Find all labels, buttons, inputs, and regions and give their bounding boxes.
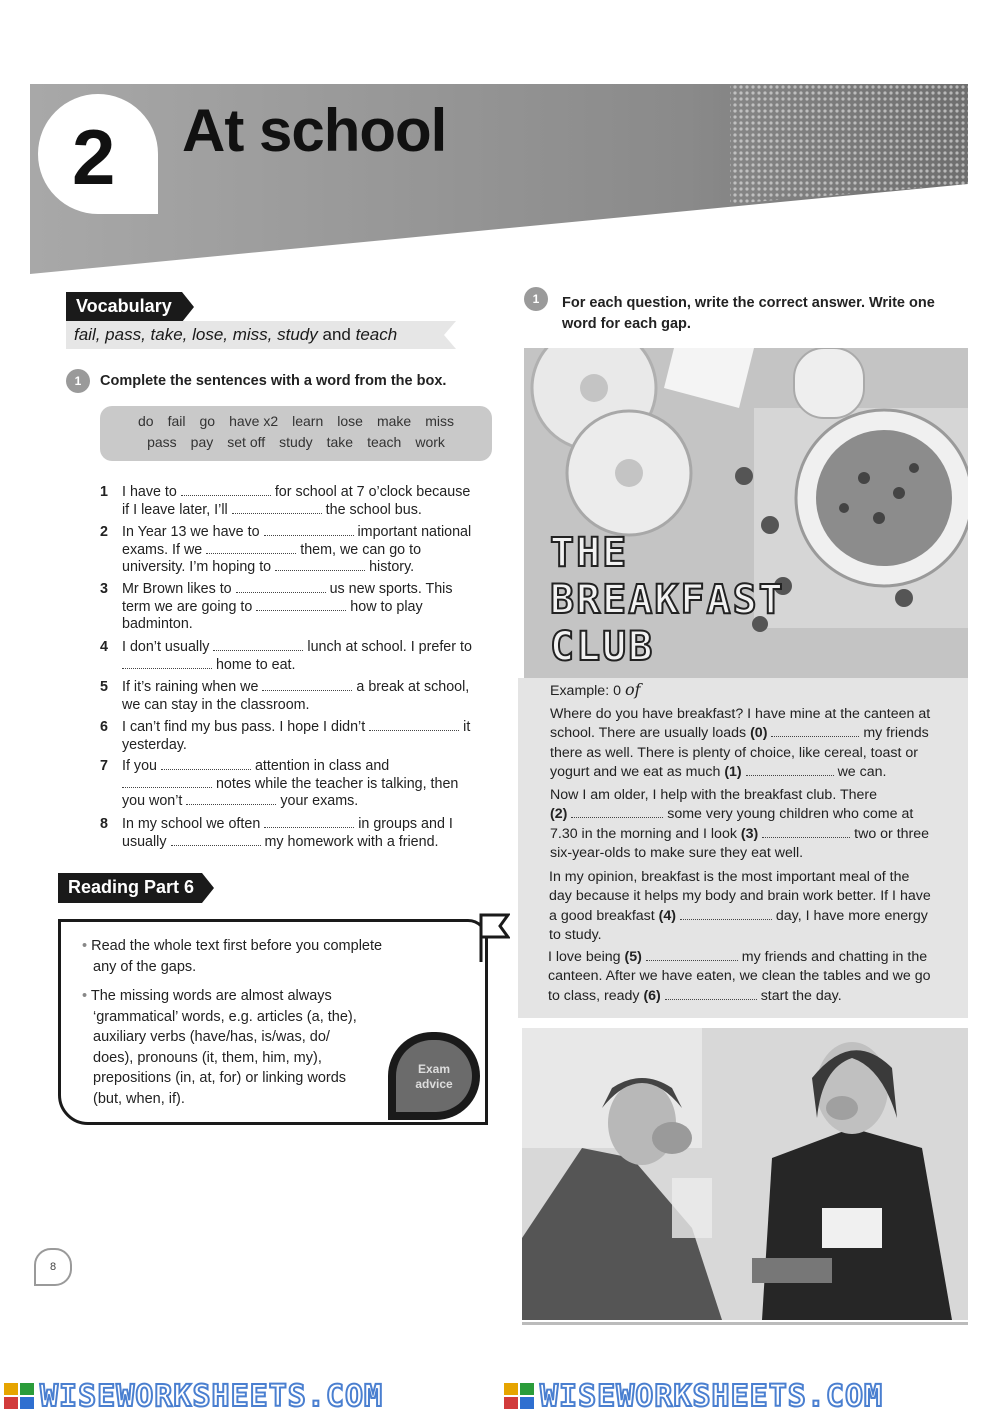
paragraph-2 xyxy=(550,786,960,864)
tip-text: auxiliary verbs (have/has, is/was, do/ xyxy=(93,1029,330,1045)
wise-logo-icon xyxy=(4,1383,36,1411)
article-title-line: BREAKFAST xyxy=(550,577,785,623)
students-eating-photo xyxy=(522,1028,968,1320)
subtitle-last: teach xyxy=(355,325,398,344)
bullet-icon: • xyxy=(82,988,88,1004)
sentence-text: attention in class and xyxy=(254,758,390,774)
sentence-text: I can’t find my bus pass. I hope I didn’t xyxy=(122,719,366,735)
tip-text: any of the gaps. xyxy=(93,958,197,975)
page-number: 8 xyxy=(34,1248,72,1286)
sentence-text: the school bus. xyxy=(325,501,422,518)
page-title: At school xyxy=(182,97,447,164)
tip-2 xyxy=(82,986,392,1109)
sentence-number: 6 xyxy=(100,719,108,735)
paragraph-text: start the day. xyxy=(760,987,842,1004)
instruction-line: For each question, write the correct answer. Write one xyxy=(562,295,935,311)
paragraph-text: a good breakfast xyxy=(549,907,655,924)
sentence-text: in groups and I xyxy=(358,816,453,832)
word-box-word: pay xyxy=(190,434,214,450)
sentence-text: us new sports. This xyxy=(329,581,453,597)
sentence-number: 1 xyxy=(100,484,108,500)
paragraph-line: Where do you have breakfast? I have mine at the canteen at xyxy=(550,706,931,722)
answer-gap[interactable] xyxy=(181,484,271,496)
word-box-word: set off xyxy=(227,434,266,450)
answer-gap[interactable] xyxy=(122,776,212,788)
paragraph-text: two or three xyxy=(854,825,930,842)
word-box-word: lose xyxy=(337,413,363,429)
word-box-word: miss xyxy=(425,413,454,429)
gap-number: (5) xyxy=(624,949,642,965)
gap-number: (4) xyxy=(658,907,676,924)
answer-gap[interactable] xyxy=(264,816,354,828)
word-box-word: study xyxy=(279,434,313,450)
sentence-text: Mr Brown likes to xyxy=(122,581,232,597)
watermark-text: WISEWORKSHEETS.COM xyxy=(540,1379,884,1414)
gap-number: (2) xyxy=(550,806,568,823)
sentence-4 xyxy=(100,639,492,674)
sentence-5 xyxy=(100,679,492,714)
word-box-word: have x2 xyxy=(229,413,279,429)
gap-number: (1) xyxy=(724,764,742,781)
exam-badge-text: Exam xyxy=(417,1062,451,1076)
sentence-6 xyxy=(100,719,492,754)
subtitle-arrow-icon xyxy=(434,321,458,349)
exam-badge-text: advice xyxy=(415,1077,453,1091)
tip-text: does), pronouns (it, them, him, my), xyxy=(93,1049,322,1066)
sentence-text: my homework with a friend. xyxy=(264,833,439,850)
paragraph-text: some very young children who come at xyxy=(667,806,914,823)
word-box-word: work xyxy=(415,434,445,450)
answer-gap[interactable] xyxy=(646,949,738,961)
sentence-number: 5 xyxy=(100,679,108,695)
paragraph-line: canteen. After we have eaten, we clean the tables and we go xyxy=(548,968,931,985)
word-box-word: fail xyxy=(167,413,186,429)
exam-advice-badge-inner xyxy=(396,1040,472,1112)
photo-border xyxy=(522,1322,968,1325)
exercise-1-instruction: Complete the sentences with a word from the box. xyxy=(100,373,447,389)
word-box-word: learn xyxy=(292,413,324,429)
sentence-3 xyxy=(100,581,492,634)
answer-gap[interactable] xyxy=(275,559,365,571)
sentence-text: yesterday. xyxy=(122,736,187,753)
sentence-text: I don’t usually xyxy=(122,639,210,655)
word-box-word: do xyxy=(138,413,154,429)
paragraph-1 xyxy=(550,705,960,783)
example-label: Example: 0 xyxy=(550,683,621,699)
sentence-number: 8 xyxy=(100,816,108,832)
paragraph-line: six-year-olds to make sure they eat well. xyxy=(550,845,804,862)
sentence-text: university. I’m hoping to xyxy=(122,559,272,575)
sentence-text: If it’s raining when we xyxy=(122,679,259,695)
sentence-text: important national xyxy=(357,524,472,540)
sentence-number: 7 xyxy=(100,758,108,774)
sentence-text: notes while the teacher is talking, then xyxy=(215,775,459,792)
answer-gap[interactable] xyxy=(369,719,459,731)
answer-gap[interactable] xyxy=(762,826,850,838)
exam-advice-badge xyxy=(388,1032,480,1120)
paragraph-text: yogurt and we eat as much xyxy=(550,764,721,781)
sentence-text: you won’t xyxy=(122,793,183,809)
sentence-8 xyxy=(100,816,492,851)
sentence-7 xyxy=(100,758,492,811)
answer-gap[interactable] xyxy=(236,581,326,593)
exercise-2-instruction xyxy=(562,293,935,335)
sentence-number: 3 xyxy=(100,581,108,597)
answer-gap[interactable] xyxy=(665,988,757,1000)
tip-text: Read the whole text first before you complete xyxy=(91,938,383,954)
paragraph-text: I love being xyxy=(548,949,621,965)
wise-logo-icon xyxy=(504,1383,536,1411)
answer-gap[interactable] xyxy=(232,502,322,514)
word-box-word: pass xyxy=(147,434,177,450)
header-background xyxy=(30,84,968,274)
exercise-1-badge: 1 xyxy=(66,369,90,393)
paragraph-line: Now I am older, I help with the breakfast club. There xyxy=(550,787,878,803)
article-title xyxy=(550,530,785,671)
answer-gap[interactable] xyxy=(186,793,276,805)
answer-gap[interactable] xyxy=(571,806,663,818)
gap-number: (0) xyxy=(750,725,768,742)
sentence-text: how to play xyxy=(350,598,423,615)
answer-gap[interactable] xyxy=(264,524,354,536)
sentence-text: usually xyxy=(122,833,167,850)
sentence-text: In my school we often xyxy=(122,816,261,832)
flag-icon xyxy=(476,912,510,964)
tip-text: prepositions (in, at, for) or linking words xyxy=(93,1070,347,1086)
word-box xyxy=(100,406,492,461)
answer-gap[interactable] xyxy=(746,764,834,776)
sentence-number: 4 xyxy=(100,639,108,655)
instruction-line: word for each gap. xyxy=(562,316,691,332)
sentence-text: lunch at school. I prefer to xyxy=(307,639,472,655)
word-box-word: go xyxy=(199,413,216,429)
sentence-number: 2 xyxy=(100,524,108,540)
sentence-2 xyxy=(100,524,492,577)
subtitle-words: fail, pass, take, lose, miss, study xyxy=(74,325,318,344)
reading-tab xyxy=(58,873,214,903)
answer-gap[interactable] xyxy=(171,834,261,846)
sentence-text: In Year 13 we have to xyxy=(122,524,260,540)
sentence-text: a break at school, xyxy=(356,679,470,695)
bullet-icon: • xyxy=(82,938,88,954)
paragraph-4 xyxy=(548,948,958,1006)
sentence-text: history. xyxy=(369,559,415,575)
gap-number: (6) xyxy=(643,987,661,1004)
tip-1 xyxy=(82,936,422,977)
gap-number: (3) xyxy=(740,825,759,842)
answer-gap[interactable] xyxy=(206,542,296,554)
sentence-text: If you xyxy=(122,758,157,774)
answer-gap[interactable] xyxy=(122,657,212,669)
answer-gap[interactable] xyxy=(771,725,859,737)
sentence-text: badminton. xyxy=(122,616,193,632)
answer-gap[interactable] xyxy=(161,758,251,770)
watermark-footer xyxy=(0,1375,1000,1413)
sentence-text: we can stay in the classroom. xyxy=(122,696,310,713)
exercise-2-badge: 1 xyxy=(524,287,548,311)
paragraph-text: 7.30 in the morning and I look xyxy=(550,825,737,842)
paragraph-line: In my opinion, breakfast is the most important meal of the xyxy=(549,869,910,885)
sentence-text: them, we can go to xyxy=(300,541,422,558)
sentence-text: it xyxy=(463,719,471,735)
answer-gap[interactable] xyxy=(256,599,346,611)
example-answer: of xyxy=(624,680,641,699)
unit-header-banner xyxy=(30,84,968,274)
word-box-word: take xyxy=(326,434,354,450)
word-box-row-1 xyxy=(100,413,492,429)
vocabulary-tab-label: Vocabulary xyxy=(66,292,182,322)
paragraph-line: there as well. There is plenty of choice, like cereal, toast or xyxy=(550,744,919,761)
word-box-row-2 xyxy=(100,434,492,450)
sentence-text: home to eat. xyxy=(215,656,296,673)
paragraph-text: school. There are usually loads xyxy=(550,725,747,742)
vocabulary-subtitle xyxy=(66,321,442,349)
paragraph-line: to study. xyxy=(549,927,602,944)
sentence-text: if I leave later, I’ll xyxy=(122,501,228,518)
answer-gap[interactable] xyxy=(680,908,772,920)
paragraph-line: day because it helps my body and brain work better. If I have xyxy=(549,888,931,905)
tip-text: The missing words are almost always xyxy=(90,988,332,1004)
sentence-text: term we are going to xyxy=(122,598,253,615)
sentence-text: your exams. xyxy=(280,793,359,809)
word-box-word: teach xyxy=(367,434,402,450)
answer-gap[interactable] xyxy=(213,639,303,651)
paragraph-text: day, I have more energy xyxy=(775,907,928,924)
tab-arrow-icon xyxy=(202,873,214,903)
watermark-text: WISEWORKSHEETS.COM xyxy=(40,1379,384,1414)
word-box-word: make xyxy=(376,413,412,429)
article-title-line: THE xyxy=(550,530,629,576)
tip-text: (but, when, if). xyxy=(93,1090,185,1107)
tip-text: ‘grammatical’ words, e.g. articles (a, the), xyxy=(93,1008,357,1025)
paragraph-text: to class, ready xyxy=(548,987,640,1004)
paragraph-text: my friends xyxy=(863,725,929,742)
sentence-text: for school at 7 o’clock because xyxy=(274,484,471,500)
vocabulary-tab xyxy=(66,292,194,322)
sentence-text: exams. If we xyxy=(122,541,203,558)
paragraph-3 xyxy=(549,868,959,946)
sentence-text: I have to xyxy=(122,484,177,500)
sentence-1 xyxy=(100,484,492,519)
tab-arrow-icon xyxy=(182,292,194,322)
paragraph-text: my friends and chatting in the xyxy=(741,949,928,965)
unit-number: 2 xyxy=(72,113,116,201)
subtitle-and: and xyxy=(322,325,351,344)
example-line xyxy=(550,680,641,701)
paragraph-text: we can. xyxy=(837,764,887,781)
reading-tab-label: Reading Part 6 xyxy=(58,873,202,903)
students-illustration xyxy=(522,1028,968,1320)
answer-gap[interactable] xyxy=(262,679,352,691)
article-title-line: CLUB xyxy=(550,624,655,670)
